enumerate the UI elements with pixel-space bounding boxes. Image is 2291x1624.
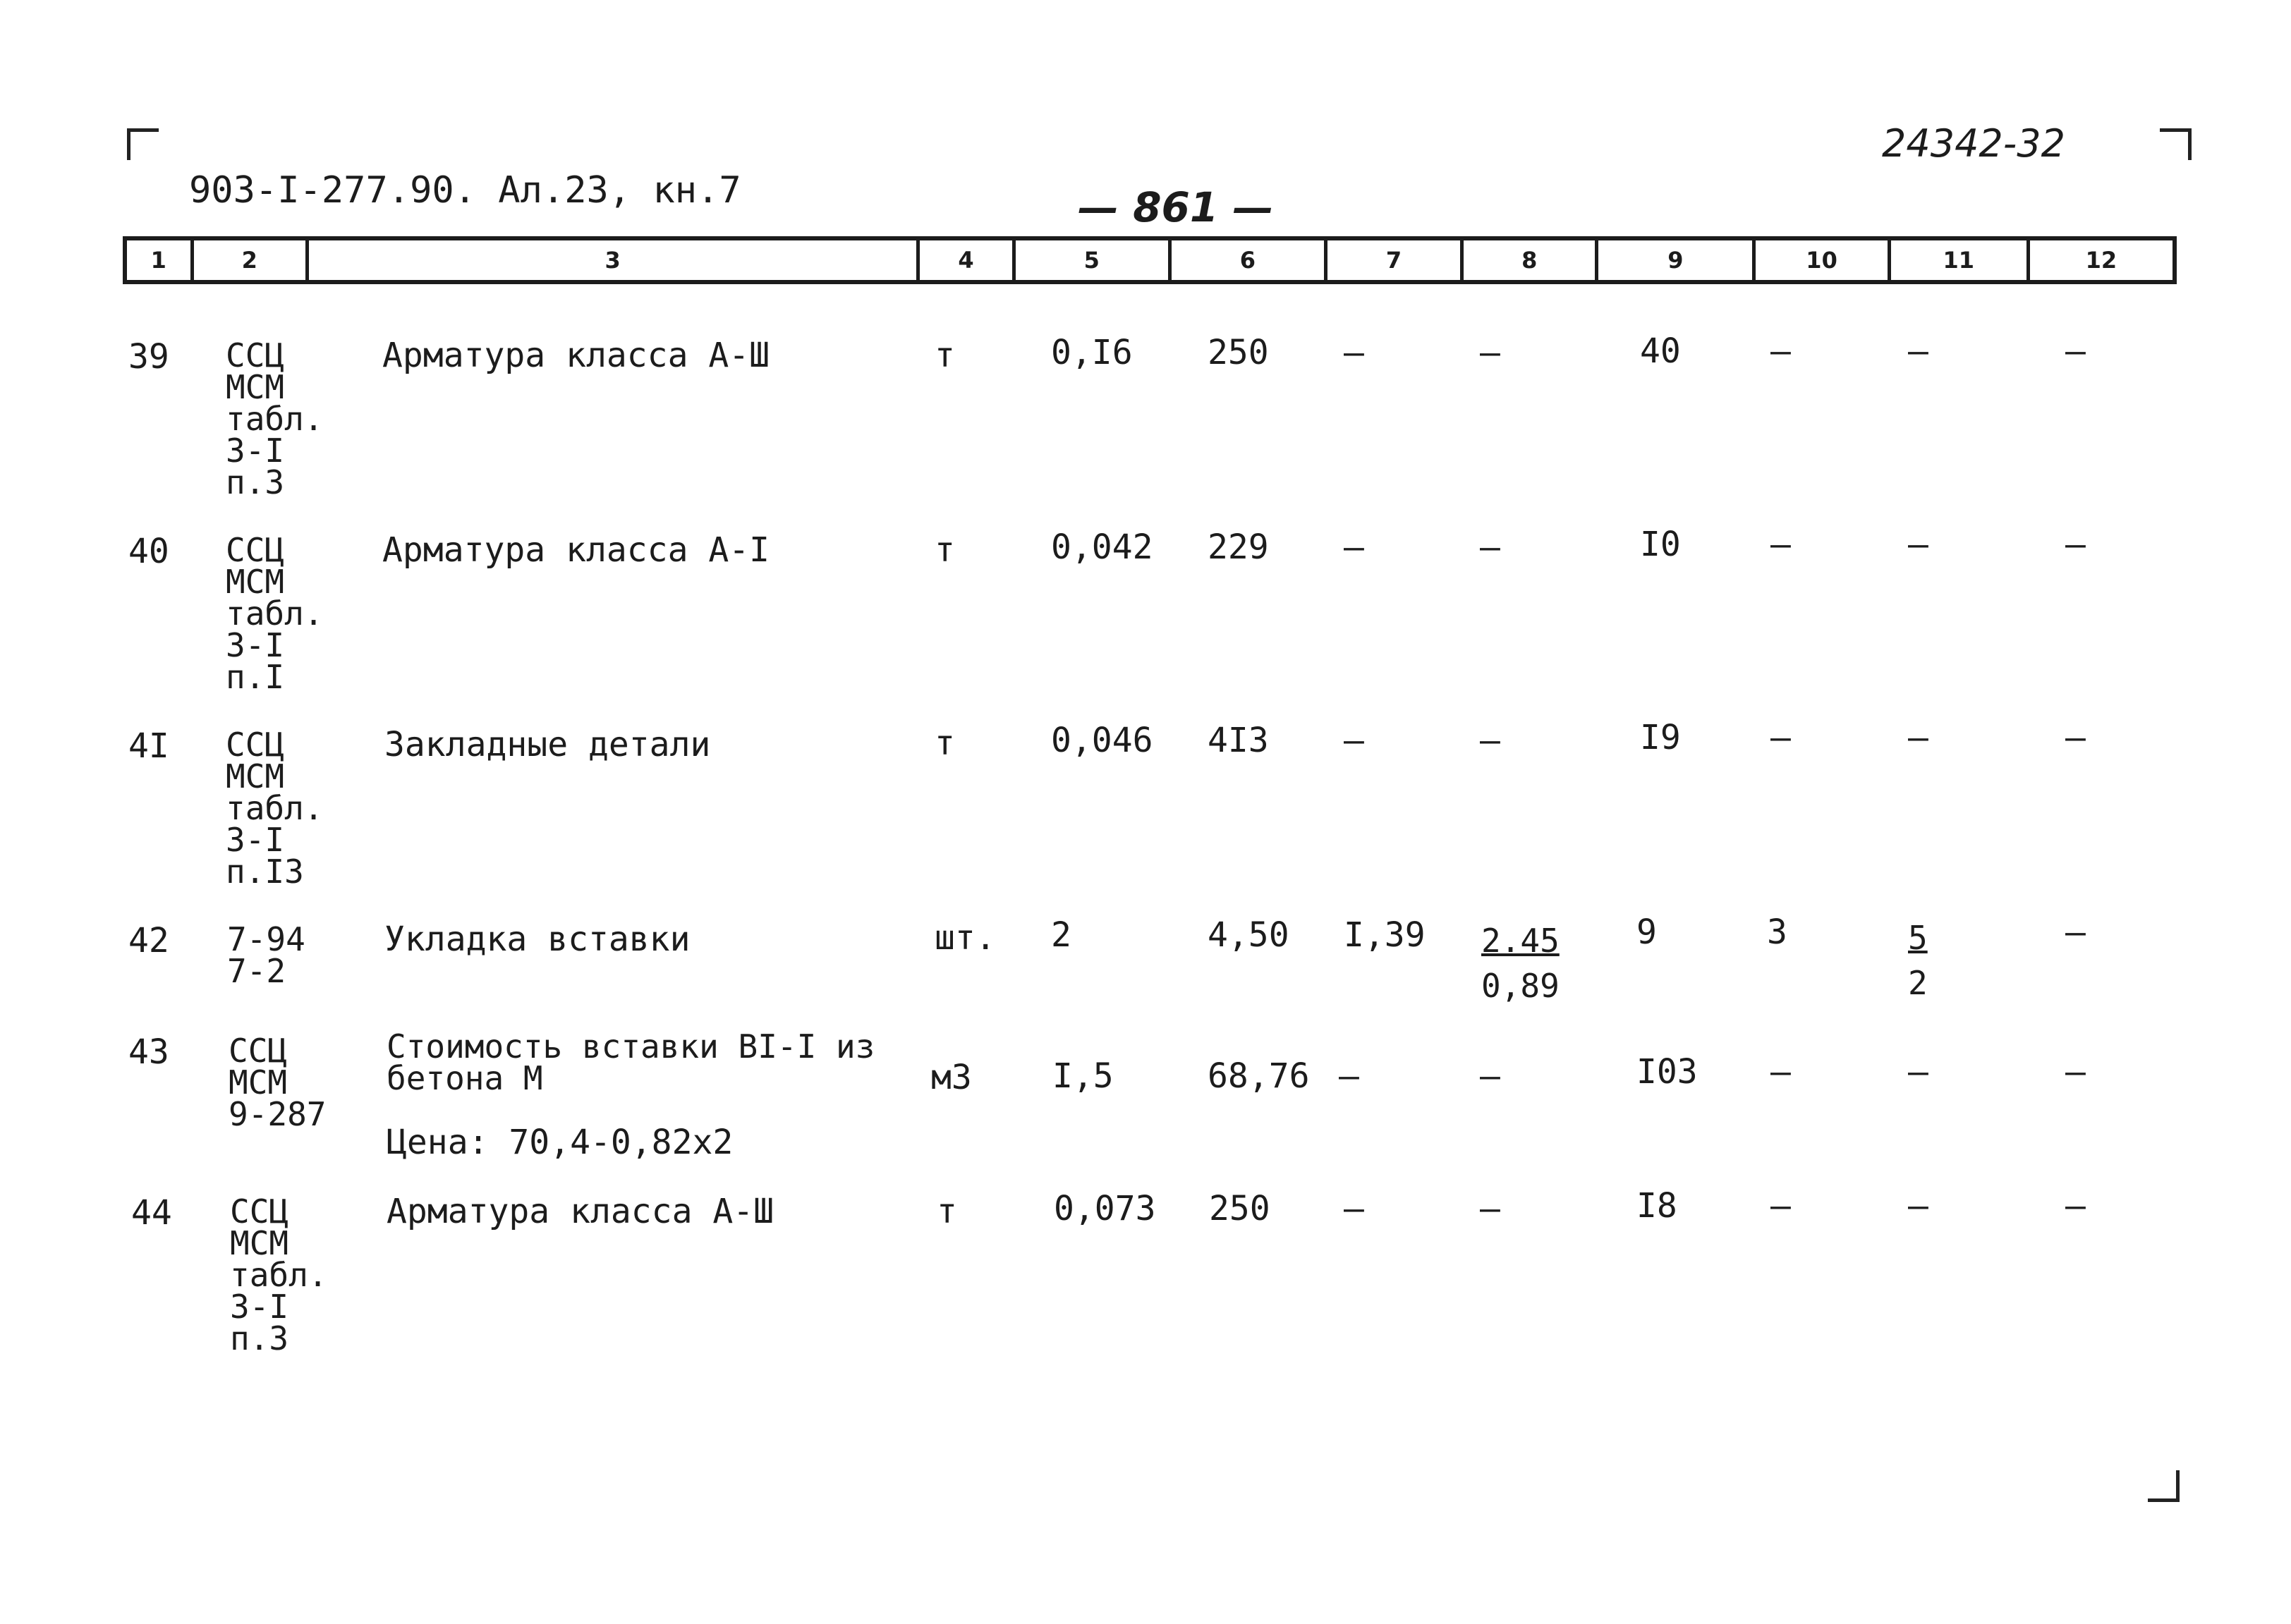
row-unit: шт. bbox=[935, 918, 996, 958]
row-name: Арматура класса А-Ш bbox=[382, 336, 770, 375]
row-col7: – bbox=[1344, 527, 1364, 567]
row-name: Стоимость вставки BI-I из бетона М bbox=[387, 1027, 875, 1097]
row-col12: – bbox=[2065, 525, 2086, 564]
row-col12: – bbox=[2065, 718, 2086, 757]
row-unit: т bbox=[935, 724, 955, 763]
column-header-5: 5 bbox=[1012, 240, 1168, 280]
row-col8: – bbox=[1480, 721, 1500, 760]
row-quantity: 0,046 bbox=[1051, 721, 1153, 760]
row-price: 250 bbox=[1209, 1189, 1270, 1228]
row-number: 42 bbox=[128, 921, 169, 960]
column-header-9: 9 bbox=[1595, 240, 1752, 280]
row-col10: – bbox=[1770, 718, 1791, 757]
row-price: 229 bbox=[1208, 527, 1269, 567]
row-col11: – bbox=[1908, 525, 1928, 564]
row-col7: I,39 bbox=[1344, 915, 1426, 955]
row-name: Закладные детали bbox=[384, 725, 711, 764]
row-col7: – bbox=[1344, 1189, 1364, 1228]
row-unit: т bbox=[937, 1192, 957, 1231]
row-col11: – bbox=[1908, 331, 1928, 371]
row-name: Арматура класса А-Ш bbox=[387, 1192, 774, 1231]
row-reference: ССЦ МСМ 9-287 bbox=[229, 1032, 327, 1133]
row-col9: 9 bbox=[1636, 912, 1657, 952]
corner-mark-bottom-right bbox=[2148, 1470, 2180, 1502]
row-col8: – bbox=[1480, 1056, 1500, 1096]
row-reference: ССЦ МСМ табл. 3-I п.3 bbox=[226, 336, 324, 501]
row-price: 4,50 bbox=[1208, 915, 1289, 955]
row-reference: ССЦ МСМ табл. 3-I п.I3 bbox=[226, 726, 324, 891]
row-price: 4I3 bbox=[1208, 721, 1269, 760]
corner-mark-top-right bbox=[2160, 128, 2192, 160]
row-reference: 7-94 7-2 bbox=[227, 920, 305, 990]
row-unit: м3 bbox=[931, 1058, 972, 1097]
row-col7: – bbox=[1344, 721, 1364, 760]
column-header-8: 8 bbox=[1460, 240, 1595, 280]
row-number: 44 bbox=[131, 1193, 172, 1233]
column-header-strip bbox=[123, 236, 2177, 284]
row-col9: I9 bbox=[1640, 718, 1681, 757]
row-col9: 40 bbox=[1640, 331, 1681, 371]
row-col10: – bbox=[1770, 525, 1791, 564]
row-col8: – bbox=[1480, 1189, 1500, 1228]
row-quantity: 0,042 bbox=[1051, 527, 1153, 567]
row-quantity: 2 bbox=[1051, 915, 1071, 955]
row-col10: – bbox=[1770, 1186, 1791, 1226]
row-col12: – bbox=[2065, 912, 2086, 952]
row-col7: – bbox=[1344, 333, 1364, 372]
row-unit: т bbox=[935, 530, 955, 570]
column-header-3: 3 bbox=[305, 240, 916, 280]
row-reference: ССЦ МСМ табл. 3-I п.3 bbox=[230, 1192, 328, 1357]
row-name: Укладка вставки bbox=[384, 920, 691, 959]
row-price-note: Цена: 70,4-0,82х2 bbox=[387, 1123, 734, 1162]
column-header-12: 12 bbox=[2026, 240, 2172, 280]
row-reference: ССЦ МСМ табл. 3-I п.I bbox=[226, 531, 324, 696]
row-name: Арматура класса А-I bbox=[382, 530, 770, 570]
row-col9: I03 bbox=[1636, 1052, 1698, 1092]
row-col10: – bbox=[1770, 1052, 1791, 1092]
column-header-2: 2 bbox=[190, 240, 305, 280]
row-col12: – bbox=[2065, 1186, 2086, 1226]
row-col8: – bbox=[1480, 527, 1500, 567]
row-number: 39 bbox=[128, 337, 169, 377]
column-header-4: 4 bbox=[916, 240, 1011, 280]
archive-number: 24342-32 bbox=[1882, 121, 2065, 166]
row-price: 250 bbox=[1208, 333, 1269, 372]
column-header-7: 7 bbox=[1324, 240, 1460, 280]
row-col8: 2.45 0,89 bbox=[1481, 922, 1560, 1005]
row-quantity: 0,073 bbox=[1054, 1189, 1156, 1228]
page-number: — 861 — bbox=[1078, 183, 1274, 231]
row-col11: – bbox=[1908, 1052, 1928, 1092]
row-col9: I8 bbox=[1636, 1186, 1677, 1226]
document-code: 903-I-277.90. Ал.23, кн.7 bbox=[189, 169, 741, 212]
row-col7: – bbox=[1339, 1056, 1359, 1096]
row-price: 68,76 bbox=[1208, 1056, 1310, 1096]
row-col9: I0 bbox=[1640, 525, 1681, 564]
row-col11: – bbox=[1908, 1186, 1928, 1226]
row-col8: – bbox=[1480, 333, 1500, 372]
corner-mark-top-left bbox=[127, 128, 159, 160]
row-col11: 5 2 bbox=[1908, 919, 1928, 1002]
row-col11: – bbox=[1908, 718, 1928, 757]
row-col12: – bbox=[2065, 1052, 2086, 1092]
row-col10: 3 bbox=[1767, 912, 1787, 952]
row-number: 40 bbox=[128, 532, 169, 571]
row-quantity: I,5 bbox=[1052, 1056, 1114, 1096]
column-header-11: 11 bbox=[1888, 240, 2026, 280]
row-col10: – bbox=[1770, 331, 1791, 371]
row-number: 43 bbox=[128, 1032, 169, 1072]
column-header-10: 10 bbox=[1752, 240, 1887, 280]
row-unit: т bbox=[935, 336, 955, 375]
column-header-1: 1 bbox=[150, 247, 166, 274]
row-number: 4I bbox=[128, 726, 169, 766]
row-col12: – bbox=[2065, 331, 2086, 371]
row-quantity: 0,I6 bbox=[1051, 333, 1133, 372]
column-header-6: 6 bbox=[1168, 240, 1324, 280]
